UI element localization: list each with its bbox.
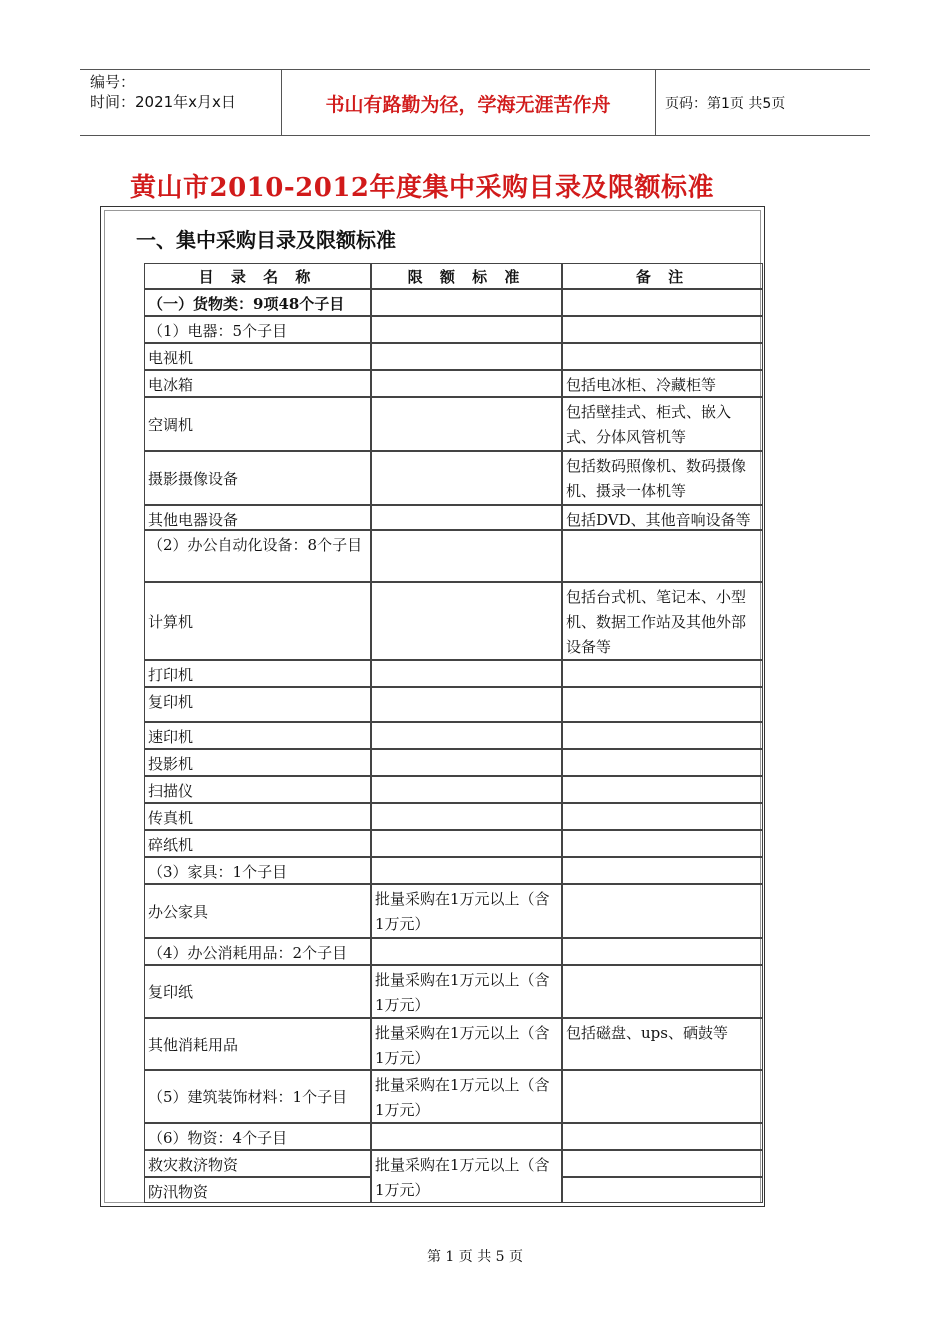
row-note-cell — [562, 857, 763, 884]
page-footer: 第 1 页 共 5 页 — [426, 1249, 524, 1265]
row-note-cell — [562, 660, 763, 687]
row-limit-cell — [371, 660, 562, 687]
header-divider — [655, 69, 656, 136]
row-name-cell: （5）建筑装饰材料：1个子目 — [144, 1070, 371, 1123]
document-title: 黄山市2010-2012年度集中采购目录及限额标准 — [130, 173, 715, 203]
row-limit-cell — [371, 830, 562, 857]
row-name-cell: 电视机 — [144, 343, 371, 370]
row-name-cell: 投影机 — [144, 749, 371, 776]
row-limit-cell — [371, 1123, 562, 1150]
row-name-cell: 计算机 — [144, 582, 371, 660]
row-limit-cell — [371, 857, 562, 884]
row-limit-cell — [371, 582, 562, 660]
row-limit-cell — [371, 776, 562, 803]
row-name-cell: 扫描仪 — [144, 776, 371, 803]
row-limit-cell: 批量采购在1万元以上（含1万元） — [371, 1070, 562, 1123]
row-name-cell: 其他消耗用品 — [144, 1018, 371, 1070]
row-limit-cell — [371, 289, 562, 316]
row-note-cell — [562, 530, 763, 582]
row-name-cell: （1）电器：5个子目 — [144, 316, 371, 343]
row-name-cell: 传真机 — [144, 803, 371, 830]
row-limit-cell — [371, 505, 562, 530]
row-name-cell: 其他电器设备 — [144, 505, 371, 530]
row-note-cell: 包括磁盘、ups、硒鼓等 — [562, 1018, 763, 1070]
row-name-cell: （4）办公消耗用品：2个子目 — [144, 938, 371, 965]
row-note-cell: 包括壁挂式、柜式、嵌入式、分体风管机等 — [562, 397, 763, 451]
column-header-limit: 限 额 标 准 — [371, 263, 562, 289]
row-limit-cell — [371, 343, 562, 370]
row-note-cell — [562, 749, 763, 776]
section-title: 一、集中采购目录及限额标准 — [136, 228, 396, 252]
row-name-cell: 碎纸机 — [144, 830, 371, 857]
row-note-cell: 包括台式机、笔记本、小型机、数据工作站及其他外部设备等 — [562, 582, 763, 660]
row-note-cell — [562, 289, 763, 316]
row-note-cell — [562, 776, 763, 803]
row-note-cell — [562, 687, 763, 722]
row-name-cell: 空调机 — [144, 397, 371, 451]
column-header-name: 目 录 名 称 — [144, 263, 371, 289]
row-name-cell: （3）家具：1个子目 — [144, 857, 371, 884]
document-number-label: 编号： — [90, 73, 136, 91]
row-note-cell — [562, 884, 763, 938]
document-time-label: 时间：2021年x月x日 — [90, 93, 236, 111]
row-name-cell: 电冰箱 — [144, 370, 371, 397]
row-limit-cell — [371, 722, 562, 749]
row-name-cell: 防汛物资 — [144, 1177, 371, 1203]
row-name-cell: （2）办公自动化设备：8个子目 — [144, 530, 371, 582]
row-name-cell: 打印机 — [144, 660, 371, 687]
row-note-cell: 包括DVD、其他音响设备等 — [562, 505, 763, 530]
row-limit-cell: 批量采购在1万元以上（含1万元） — [371, 1018, 562, 1070]
column-header-note: 备 注 — [562, 263, 763, 289]
header-top-rule — [80, 69, 870, 70]
row-note-cell — [562, 830, 763, 857]
row-limit-cell — [371, 316, 562, 343]
row-limit-cell: 批量采购在1万元以上（含1万元） — [371, 884, 562, 938]
row-note-cell: 包括数码照像机、数码摄像机、摄录一体机等 — [562, 451, 763, 505]
row-note-cell — [562, 1177, 763, 1203]
row-limit-cell — [371, 370, 562, 397]
header-meta — [90, 72, 236, 112]
row-name-cell: 速印机 — [144, 722, 371, 749]
row-note-cell — [562, 803, 763, 830]
row-limit-cell — [371, 803, 562, 830]
row-name-cell: 复印纸 — [144, 965, 371, 1018]
header-page-number: 页码：第1页 共5页 — [665, 96, 786, 112]
row-limit-cell: 批量采购在1万元以上（含1万元） — [371, 1150, 562, 1203]
row-note-cell — [562, 965, 763, 1018]
row-limit-cell — [371, 451, 562, 505]
row-name-cell: （6）物资：4个子目 — [144, 1123, 371, 1150]
row-note-cell — [562, 343, 763, 370]
row-note-cell — [562, 722, 763, 749]
row-limit-cell — [371, 397, 562, 451]
row-limit-cell — [371, 530, 562, 582]
row-name-cell: （一）货物类：9项48个子目 — [144, 289, 371, 316]
row-note-cell — [562, 938, 763, 965]
header-bottom-rule — [80, 135, 870, 136]
row-note-cell — [562, 1150, 763, 1177]
row-note-cell — [562, 1070, 763, 1123]
row-limit-cell — [371, 938, 562, 965]
row-limit-cell: 批量采购在1万元以上（含1万元） — [371, 965, 562, 1018]
row-name-cell: 摄影摄像设备 — [144, 451, 371, 505]
header-motto: 书山有路勤为径，学海无涯苦作舟 — [325, 94, 611, 116]
row-note-cell: 包括电冰柜、冷藏柜等 — [562, 370, 763, 397]
row-limit-cell — [371, 749, 562, 776]
row-note-cell — [562, 316, 763, 343]
row-limit-cell — [371, 687, 562, 722]
row-name-cell: 复印机 — [144, 687, 371, 722]
row-note-cell — [562, 1123, 763, 1150]
row-name-cell: 办公家具 — [144, 884, 371, 938]
row-name-cell: 救灾救济物资 — [144, 1150, 371, 1177]
